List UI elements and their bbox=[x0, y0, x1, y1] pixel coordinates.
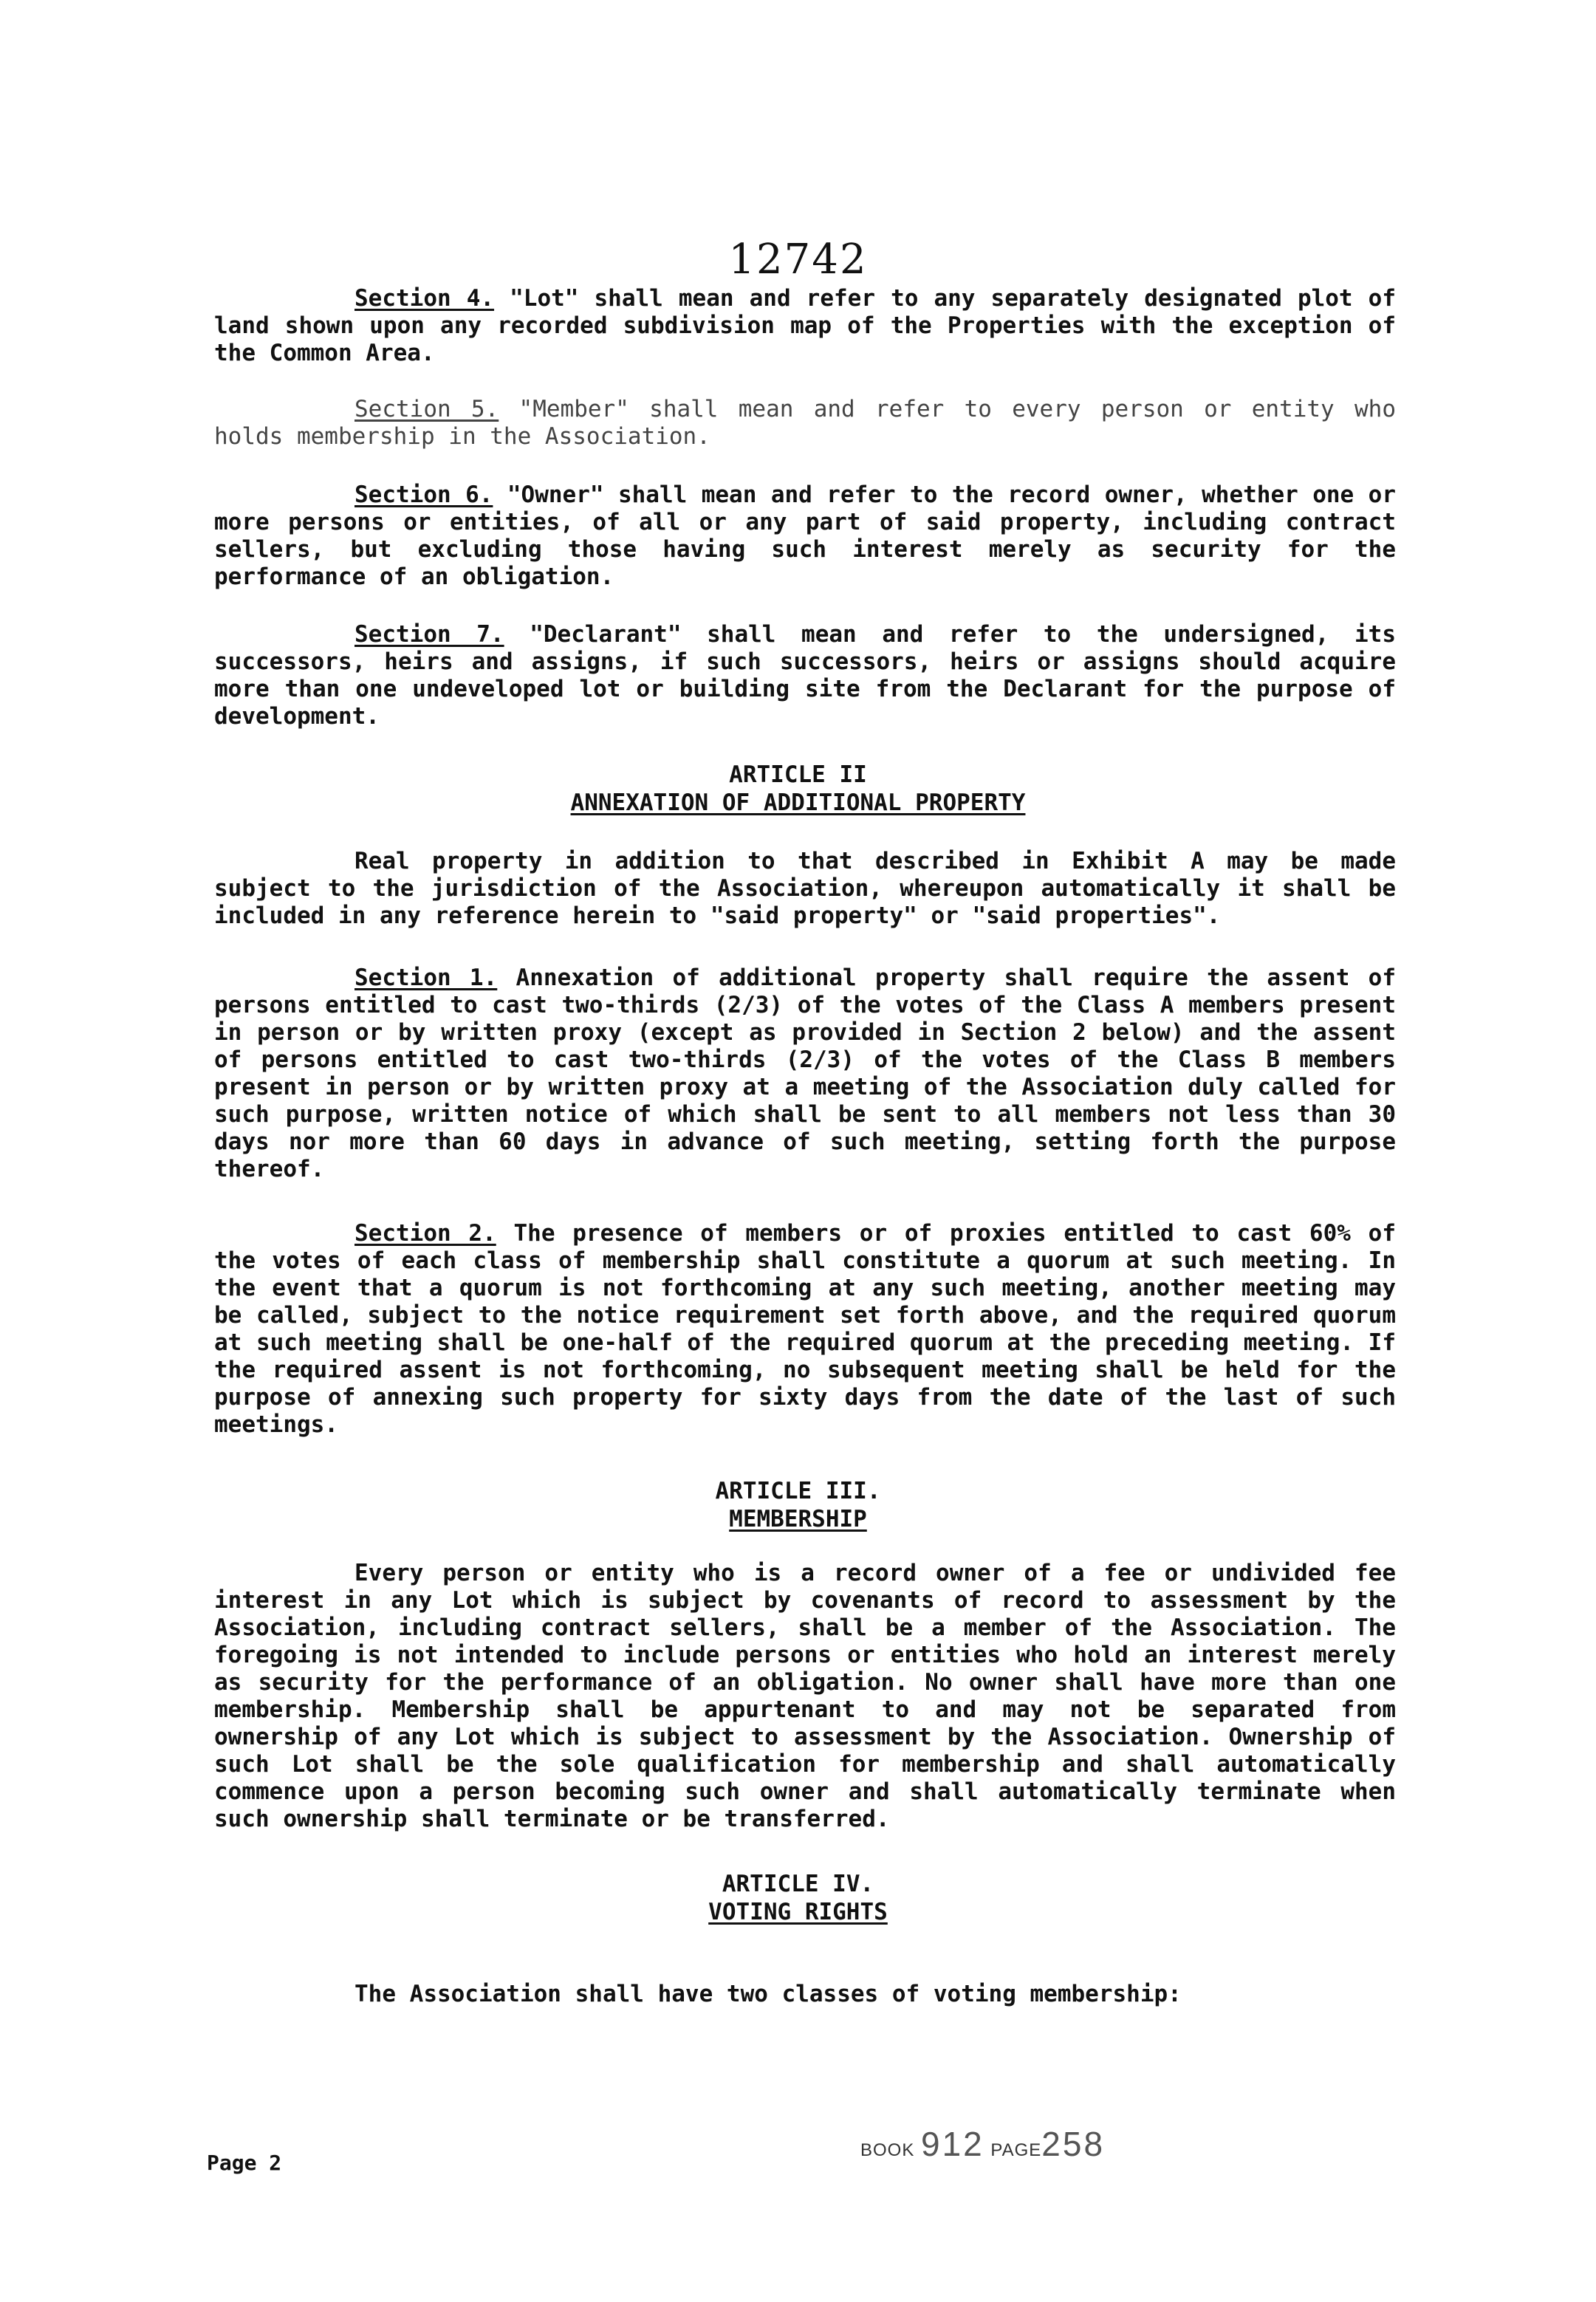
article-2-heading bbox=[0, 761, 1596, 817]
paragraph: The Association shall have two classes of voting membership: bbox=[355, 1981, 1182, 2007]
section-6 bbox=[214, 482, 1396, 591]
section-text: The presence of members or of proxies entitled to cast 60% of the votes of each class of membership shall constitute a quorum at such meeting. In the event that a quorum is not forthcoming at any such meeting, another meeting may be called, subject to the notice requirement set forth above, and the required quorum at such meeting shall be one-half of the required quorum at the preceding meeting. If the required assent is not forthcoming, no subsequent meeting shall be held for the purpose of annexing such property for sixty days from the date of the last of such meetings. bbox=[214, 1220, 1396, 1438]
section-7 bbox=[214, 621, 1396, 730]
article-number: ARTICLE III. bbox=[715, 1478, 881, 1504]
book-number: 912 bbox=[920, 2125, 984, 2163]
document-number: 12742 bbox=[728, 236, 868, 284]
section-4 bbox=[214, 285, 1396, 367]
section-label: Section 2. bbox=[355, 1220, 496, 1247]
section-label: Section 4. bbox=[355, 285, 495, 312]
section-text: Annexation of additional property shall require the assent of persons entitled to cast two-thirds (2/3) of the votes of the Class A members present in person or by written proxy (except as provided in Section 2 below) and the assent of persons entitled to cast two-thirds (2/3) of the votes of the Class B members present in person or by written proxy at a meeting of the Association duly called for such purpose, written notice of which shall be sent to all members not less than 30 days nor more than 60 days in advance of such meeting, setting forth the purpose thereof. bbox=[214, 965, 1396, 1182]
section-label: Section 7. bbox=[355, 621, 504, 648]
article-title: ANNEXATION OF ADDITIONAL PROPERTY bbox=[570, 789, 1026, 816]
page-number: Page 2 bbox=[207, 2151, 282, 2175]
article-number: ARTICLE IV. bbox=[722, 1871, 874, 1897]
section-text: "Member" shall mean and refer to every person or entity who holds membership in the Association. bbox=[214, 396, 1396, 450]
section-label: Section 1. bbox=[355, 965, 498, 991]
book-label: BOOK bbox=[860, 2140, 915, 2160]
article-2-section-1 bbox=[214, 965, 1396, 1183]
article-number: ARTICLE II bbox=[729, 761, 867, 788]
book-page-stamp bbox=[860, 2125, 1106, 2164]
article-3-text bbox=[214, 1560, 1396, 1833]
article-4-heading bbox=[0, 1870, 1596, 1926]
article-title: VOTING RIGHTS bbox=[708, 1899, 888, 1925]
article-4-text bbox=[214, 1981, 1396, 2008]
article-title: MEMBERSHIP bbox=[729, 1506, 867, 1532]
section-text: "Lot" shall mean and refer to any separately designated plot of land shown upon any recorded subdivision map of the Properties with the exception of the Common Area. bbox=[214, 285, 1396, 366]
article-2-intro bbox=[214, 848, 1396, 930]
article-3-heading bbox=[0, 1477, 1596, 1533]
paragraph: Real property in addition to that described in Exhibit A may be made subject to the jurisdiction of the Association, whereupon automatically it shall be included in any reference herein to "said property" or "said properties". bbox=[214, 848, 1396, 929]
page-prefix: PAGE bbox=[990, 2140, 1042, 2160]
stamp-page-number: 258 bbox=[1041, 2125, 1106, 2163]
section-label: Section 5. bbox=[355, 396, 499, 422]
section-text: "Owner" shall mean and refer to the record owner, whether one or more persons or entities, of all or any part of said property, including contract sellers, but excluding those having such interest merely as security for the performance of an obligation. bbox=[214, 482, 1396, 590]
section-text: "Declarant" shall mean and refer to the undersigned, its successors, heirs and assigns, if such successors, heirs or assigns should acquire more than one undeveloped lot or building site from the Declarant for the purpose of development. bbox=[214, 621, 1396, 730]
section-5 bbox=[214, 396, 1396, 451]
section-label: Section 6. bbox=[355, 482, 493, 508]
article-2-section-2 bbox=[214, 1220, 1396, 1439]
paragraph: Every person or entity who is a record owner of a fee or undivided fee interest in any Lot which is subject by covenants of record to assessment by the Association, including contract sellers, shall be a member of the Association. The foregoing is not intended to include persons or entities who hold an interest merely as security for the performance of an obligation. No owner shall have more than one membership. Membership shall be appurtenant to and may not be separated from ownership of any Lot which is subject to assessment by the Association. Ownership of such Lot shall be the sole qualification for membership and shall automatically commence upon a person becoming such owner and shall automatically terminate when such ownership shall terminate or be transferred. bbox=[214, 1560, 1396, 1832]
